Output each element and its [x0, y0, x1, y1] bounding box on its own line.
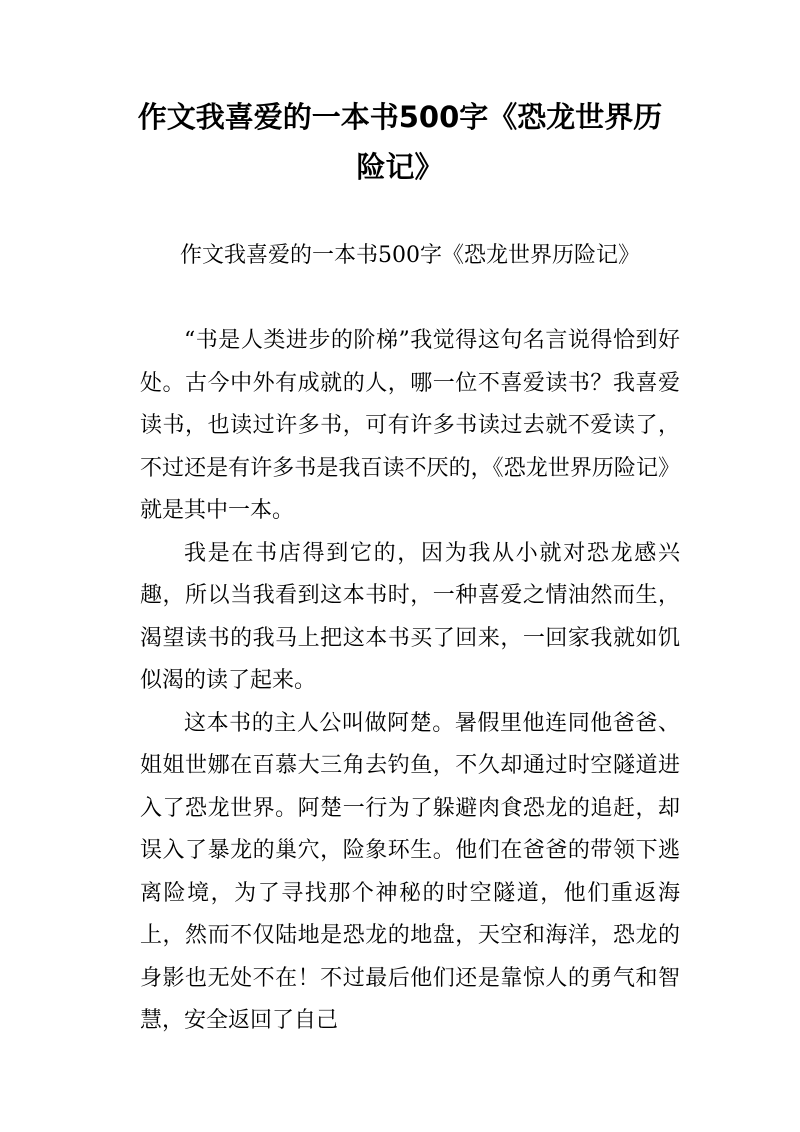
paragraph: 我是在书店得到它的，因为我从小就对恐龙感兴趣，所以当我看到这本书时，一种喜爱之情油然而生，渴望读书的我马上把这本书买了回来，一回家我就如饥似渴的读了起来。 [140, 540, 680, 693]
paragraph: 这本书的主人公叫做阿楚。暑假里他连同他爸爸、姐姐世娜在百慕大三角去钓鱼，不久却通过时空隧道进入了恐龙世界。阿楚一行为了躲避肉食恐龙的追赶，却误入了暴龙的巢穴，险象环生。他们在爸爸的带领下逃离险境，为了寻找那个神秘的时空隧道，他们重返海上，然而不仅陆地是恐龙的地盘，天空和海洋，恐龙的身影也无处不在！不过最后他们还是靠惊人的勇气和智慧，安全返回了自己 [140, 710, 680, 1033]
paragraph: “书是人类进步的阶梯”我觉得这句名言说得恰到好处。古今中外有成就的人，哪一位不喜爱读书？我喜爱读书，也读过许多书，可有许多书读过去就不爱读了，不过还是有许多书是我百读不厌的，《恐龙世界历险记》就是其中一本。 [140, 328, 680, 523]
document-subtitle: 作文我喜爱的一本书500字《恐龙世界历险记》 [180, 243, 640, 268]
document-title: 作文我喜爱的一本书500字《恐龙世界历险记》 [137, 100, 663, 184]
document-body [140, 320, 680, 1043]
